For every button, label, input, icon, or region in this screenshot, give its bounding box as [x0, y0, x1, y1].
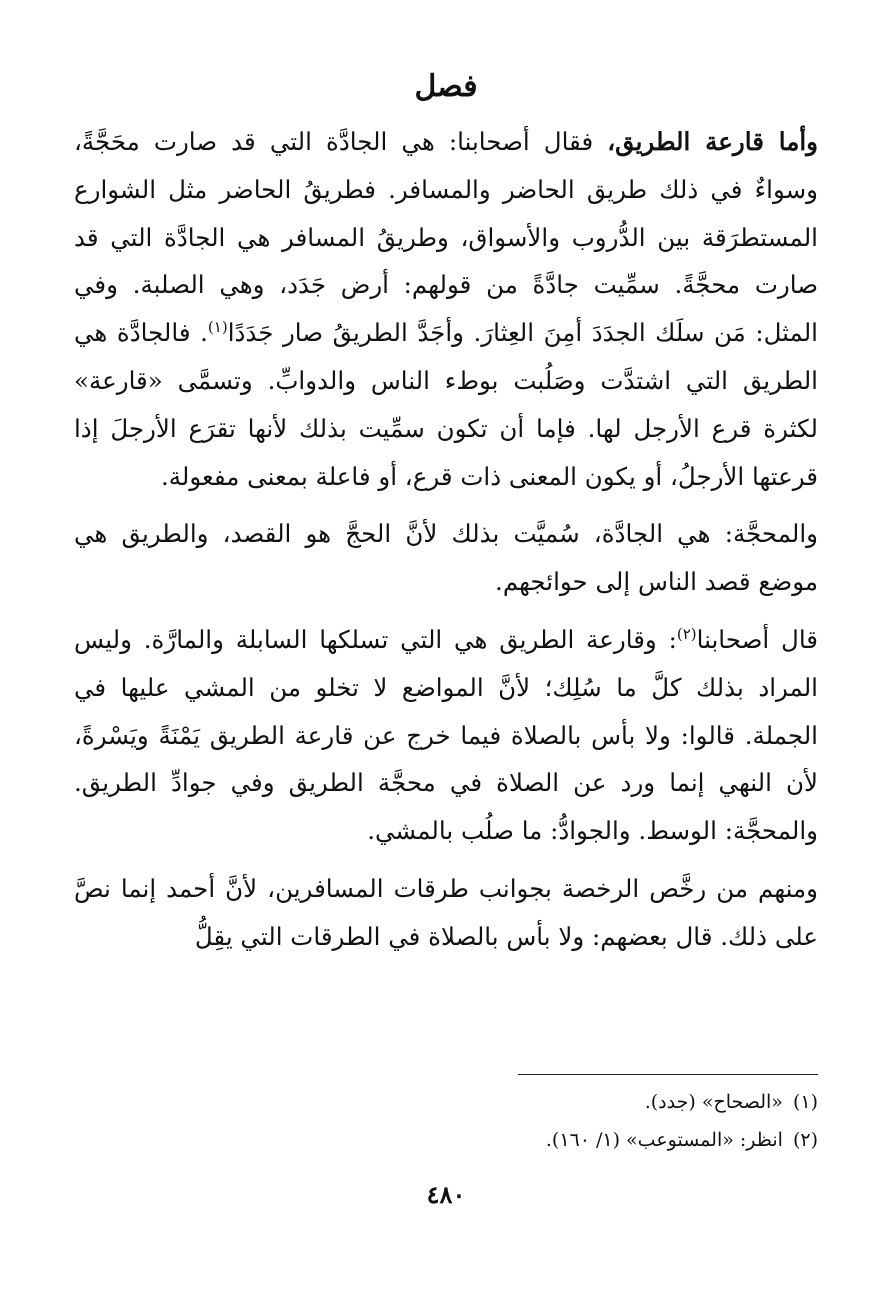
paragraph-text: ومنهم من رخَّص الرخصة بجوانب طرقات المسافرين، لأنَّ أحمد إنما نصَّ على ذلك. قال بعضهم: ولا بأس بالصلاة في الطرقات التي يقِلُّ: [74, 873, 818, 951]
footnote-ref-2[interactable]: (٢): [676, 624, 697, 643]
footnote-2: [74, 1121, 818, 1159]
page-body: [74, 62, 818, 971]
paragraph-lead: وأما قارعة الطريق،: [607, 127, 818, 156]
footnote-1: [74, 1083, 818, 1121]
footnote-number: (١): [792, 1091, 818, 1113]
paragraph-text: والمحجَّة: هي الجادَّة، سُميَّت بذلك لأنَّ الحجَّ هو القصد، والطريق هي موضع قصد الناس إلى حوائجهم.: [74, 519, 818, 597]
section-title: فصل: [414, 69, 478, 104]
page-number: ٤٨٠: [426, 1180, 466, 1209]
footnotes: [74, 1074, 818, 1159]
paragraph-2: [74, 510, 818, 606]
paragraph-text: . فالجادَّة هي الطريق التي اشتدَّت وصَلُبت بوطء الناس والدوابِّ. وتسمَّى «قارعة» لكثرة قرع الأرجل لها. فإما أن تكون سمِّيت بذلك لأنها تقرَع الأرجلَ إذا قرعتها الأرجلُ، أو يكون المعنى ذات قرع، أو فاعلة بمعنى مفعولة.: [74, 318, 818, 491]
paragraph-text: فقال أصحابنا: هي الجادَّة التي قد صارت محَجَّةً، وسواءٌ في ذلك طريق الحاضر والمسافر. فطريقُ الحاضر مثل الشوارع المستطرَقة بين الدُّروب والأسواق، وطريقُ المسافر هي الجادَّة التي قد صارت محجَّةً. سمِّيت جادَّةً من قولهم: أرض جَدَد، وهي الصلبة. وفي المثل: مَن سلَك الجدَدَ أمِنَ العِثارَ. وأجَدَّ الطريقُ صار جَدَدًا: [74, 127, 818, 348]
footnote-number: (٢): [792, 1129, 818, 1151]
paragraph-3: [74, 616, 818, 855]
paragraph-text: : وقارعة الطريق هي التي تسلكها السابلة والمارَّة. وليس المراد بذلك كلَّ ما سُلِك؛ لأنَّ المواضع لا تخلو من المشي عليها في الجملة. قالوا: ولا بأس بالصلاة فيما خرج عن قارعة الطريق يَمْنَةً ويَسْرةً، لأن النهي إنما ورد عن الصلاة في محجَّة الطريق وفي جوادِّ الطريق. والمحجَّة: الوسط. والجوادُّ: ما صلُب بالمشي.: [74, 624, 818, 846]
footnote-text: انظر: «المستوعب» (١/ ١٦٠).: [545, 1129, 783, 1151]
paragraph-text: قال أصحابنا: [696, 624, 818, 654]
footnote-ref-1[interactable]: (١): [207, 318, 228, 337]
footnote-divider: [518, 1074, 818, 1075]
paragraph-1: [74, 118, 818, 500]
footnote-text: «الصحاح» (جدد).: [644, 1091, 783, 1113]
paragraph-4: [74, 865, 818, 961]
